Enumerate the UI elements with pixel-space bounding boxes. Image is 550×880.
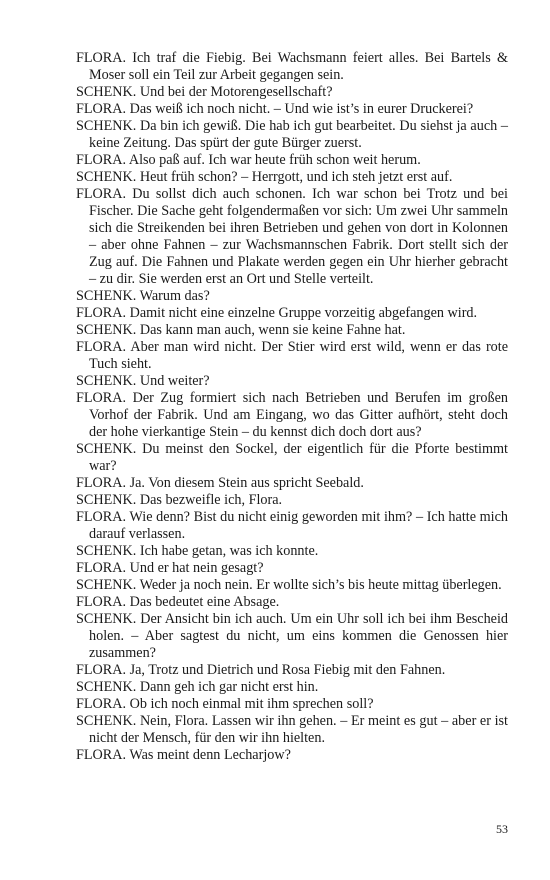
dialogue-line: FLORA. Ja, Trotz und Dietrich und Rosa Fiebig mit den Fahnen. bbox=[76, 662, 446, 678]
dialogue-line: FLORA. Ja. Von diesem Stein aus spricht Seebald. bbox=[76, 475, 364, 491]
dialogue-line: FLORA. Du sollst dich auch schonen. Ich war schon bei Trotz und bei Fischer. Die Sache geht folgendermaßen vor sich: Um zwei Uhr sammeln sich die Streikenden bei ihren Betrieben und gehen von dort in Kolonnen – aber ohne Fahnen – zur Wachsmannschen Fabrik. Dort stellt sich der Zug auf. Die Fahnen und Plakate werden gegen ein Uhr hierher gebracht – zu dir. Sie werden erst an Ort und Stelle verteilt. bbox=[76, 186, 508, 287]
dialogue-line: FLORA. Das bedeutet eine Absage. bbox=[76, 594, 280, 610]
dialogue-line: FLORA. Ob ich noch einmal mit ihm sprechen soll? bbox=[76, 696, 374, 712]
dialogue-line: FLORA. Der Zug formiert sich nach Betrieben und Berufen im großen Vorhof der Fabrik. Und am Eingang, wo das Gitter aufhört, steht doch der hohe vierkantige Stein – du kennst dich doch dort aus? bbox=[76, 390, 508, 440]
dialogue-text bbox=[76, 50, 508, 764]
dialogue-line: SCHENK. Und weiter? bbox=[76, 373, 210, 389]
dialogue-line: SCHENK. Das kann man auch, wenn sie keine Fahne hat. bbox=[76, 322, 406, 338]
dialogue-line: SCHENK. Das bezweifle ich, Flora. bbox=[76, 492, 283, 508]
dialogue-line: SCHENK. Ich habe getan, was ich konnte. bbox=[76, 543, 319, 559]
dialogue-line: FLORA. Ich traf die Fiebig. Bei Wachsmann feiert alles. Bei Bartels & Moser soll ein Teil zur Arbeit gegangen sein. bbox=[76, 50, 508, 83]
dialogue-line: SCHENK. Und bei der Motorengesellschaft? bbox=[76, 84, 333, 100]
page-number: 53 bbox=[496, 822, 508, 836]
dialogue-line: SCHENK. Du meinst den Sockel, der eigentlich für die Pforte bestimmt war? bbox=[76, 441, 508, 474]
dialogue-line: SCHENK. Da bin ich gewiß. Die hab ich gut bearbeitet. Du siehst ja auch – keine Zeitung. Das spürt der gute Bürger zuerst. bbox=[76, 118, 508, 151]
dialogue-line: SCHENK. Warum das? bbox=[76, 288, 210, 304]
dialogue-line: FLORA. Aber man wird nicht. Der Stier wird erst wild, wenn er das rote Tuch sieht. bbox=[76, 339, 508, 372]
dialogue-line: FLORA. Was meint denn Lecharjow? bbox=[76, 747, 291, 763]
dialogue-line: FLORA. Damit nicht eine einzelne Gruppe vorzeitig abgefangen wird. bbox=[76, 305, 478, 321]
dialogue-line: SCHENK. Heut früh schon? – Herrgott, und ich steh jetzt erst auf. bbox=[76, 169, 453, 185]
dialogue-line: FLORA. Das weiß ich noch nicht. – Und wie ist’s in eurer Druckerei? bbox=[76, 101, 474, 117]
dialogue-line: FLORA. Wie denn? Bist du nicht einig geworden mit ihm? – Ich hatte mich darauf verlassen. bbox=[76, 509, 508, 542]
dialogue-line: SCHENK. Der Ansicht bin ich auch. Um ein Uhr soll ich bei ihm Bescheid holen. – Aber sagtest du nicht, um eins kommen die Genossen hier zusammen? bbox=[76, 611, 508, 661]
dialogue-line: FLORA. Und er hat nein gesagt? bbox=[76, 560, 264, 576]
dialogue-line: SCHENK. Weder ja noch nein. Er wollte sich’s bis heute mittag überlegen. bbox=[76, 577, 502, 593]
dialogue-line: FLORA. Also paß auf. Ich war heute früh schon weit herum. bbox=[76, 152, 421, 168]
dialogue-line: SCHENK. Nein, Flora. Lassen wir ihn gehen. – Er meint es gut – aber er ist nicht der Mensch, für den wir ihn hielten. bbox=[76, 713, 508, 746]
dialogue-line: SCHENK. Dann geh ich gar nicht erst hin. bbox=[76, 679, 319, 695]
